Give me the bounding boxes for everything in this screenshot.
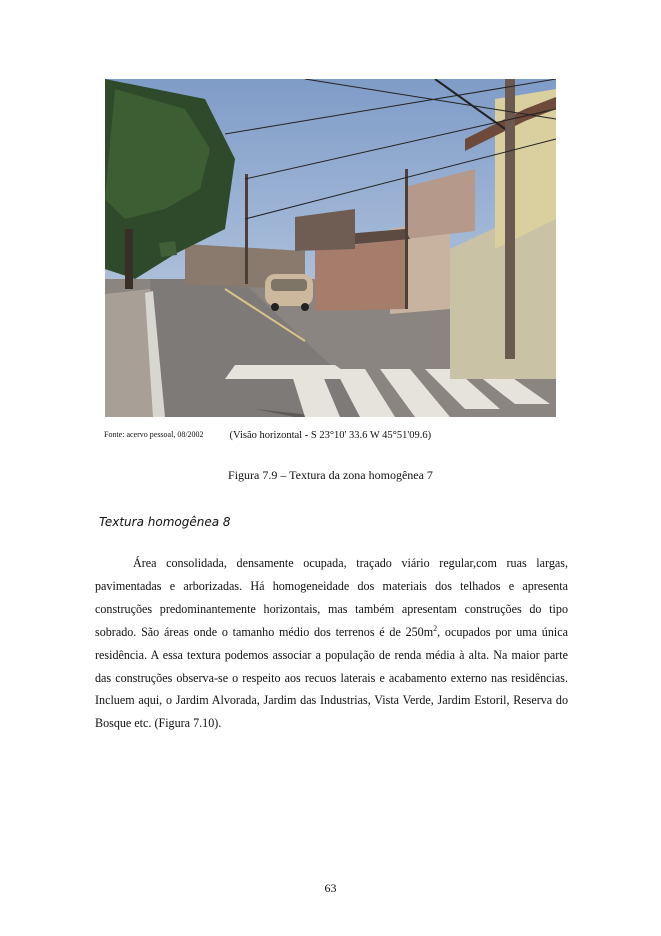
figure-source: Fonte: acervo pessoal, 08/2002	[104, 430, 204, 439]
page-number: 63	[324, 881, 337, 895]
paragraph-part-1: Área consolidada, densamente ocupada, traçado viário regular,com ruas largas, pavimentadas e arborizadas. Há homogeneidade dos materiais dos telhados e apresenta construções predominantemente horizontais, mas também apresentam construções do tipo sobrado. São áreas onde o tamanho médio dos terrenos é de 250m	[95, 556, 568, 639]
superscript-exponent: 2	[433, 623, 438, 633]
body-text	[95, 552, 568, 735]
paragraph	[95, 552, 568, 735]
paragraph-part-2: , ocupados por uma única residência. A essa textura podemos associar a população de renda média à alta. Na maior parte das construções observa-se o respeito aos recuos laterais e acabamento externo nas residências. Incluem aqui, o Jardim Alvorada, Jardim das Industrias, Vista Verde, Jardim Estoril, Reserva do Bosque etc. (Figura 7.10).	[95, 624, 568, 731]
street-photo	[105, 79, 556, 417]
section-title: Textura homogênea 8	[99, 515, 231, 529]
figure-source-line	[104, 425, 431, 443]
street-photo-image	[105, 79, 556, 417]
figure-caption: Figura 7.9 – Textura da zona homogênea 7	[228, 468, 433, 482]
figure-coordinates: (Visão horizontal - S 23°10' 33.6 W 45°51'09.6)	[229, 430, 432, 441]
